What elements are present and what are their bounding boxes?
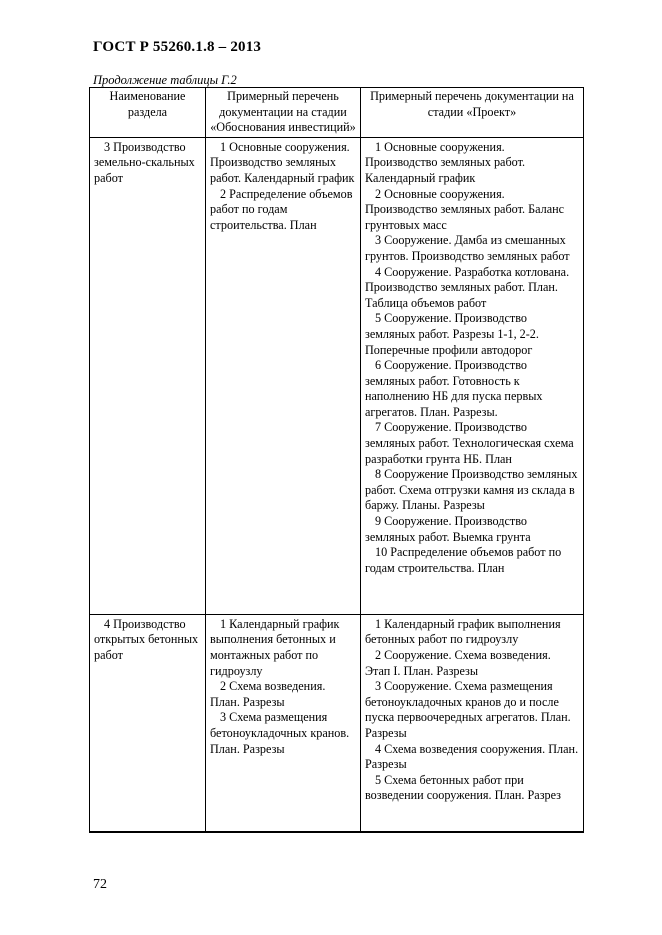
section-cell (90, 137, 206, 614)
list-item: 1 Календарный график выполнения бетонных и монтажных работ по гидроузлу (210, 616, 340, 678)
list-item: 10 Распределение объемов работ по годам строительства. План (365, 545, 562, 575)
table-caption: Продолжение таблицы Г.2 (93, 73, 237, 87)
list-item: 6 Сооружение. Производство земляных работ. Готовность к наполнению НБ для пуска первых агрегатов. План. Разрезы. (365, 358, 543, 419)
list-item: 4 Сооружение. Разработка котлована. Производство земляных работ. План. Таблица объемов работ (365, 264, 570, 310)
section-name: 3 Производство земельно-скальных работ (94, 139, 195, 185)
page-number: 72 (93, 877, 107, 892)
list-item: 7 Сооружение. Производство земляных работ. Технологическая схема разработки грунта НБ. План (365, 420, 574, 466)
investment-cell (206, 137, 361, 614)
list-item: 3 Сооружение. Дамба из смешанных грунтов. Производство земляных работ (365, 233, 570, 263)
table-header-row (90, 88, 584, 138)
list-item: 1 Основные сооружения. Производство земляных работ. Календарный график (365, 139, 526, 185)
section-cell (90, 614, 206, 832)
section-name: 4 Производство открытых бетонных работ (94, 616, 199, 662)
list-item: 3 Схема размещения бетоноукладочных кранов. План. Разрезы (210, 710, 350, 756)
list-item: 3 Сооружение. Схема размещения бетоноукладочных кранов до и после пуска первоочередных агрегатов. План. Разрезы (365, 679, 571, 740)
list-item: 8 Сооружение Производство земляных работ. Схема отгрузки камня из склада в баржу. Планы. Разрезы (365, 467, 578, 513)
column-header-investment: Примерный перечень документации на стадии «Обоснования инвестиций» (206, 88, 361, 138)
table-row (90, 137, 584, 614)
list-item: 2 Основные сооружения. Производство земляных работ. Баланс грунтовых масс (365, 186, 565, 232)
list-item: 1 Календарный график выполнения бетонных работ по гидроузлу (365, 616, 561, 647)
list-item: 9 Сооружение. Производство земляных работ. Выемка грунта (365, 514, 531, 544)
investment-cell (206, 614, 361, 832)
list-item: 4 Схема возведения сооружения. План. Разрезы (365, 741, 579, 772)
list-item: 1 Основные сооружения. Производство земляных работ. Календарный график (210, 139, 355, 185)
list-item: 2 Сооружение. Схема возведения. Этап I. План. Разрезы (365, 647, 551, 678)
list-item: 2 Распределение объемов работ по годам строительства. План (210, 186, 353, 232)
project-cell (361, 614, 584, 832)
project-cell (361, 137, 584, 614)
documentation-table (89, 87, 584, 833)
list-item: 5 Сооружение. Производство земляных работ. Разрезы 1-1, 2-2. Поперечные профили автодорог (365, 311, 539, 357)
column-header-project: Примерный перечень документации на стадии «Проект» (361, 88, 584, 138)
document-header: ГОСТ Р 55260.1.8 – 2013 (93, 39, 262, 55)
table-row (90, 614, 584, 832)
column-header-section: Наименование раздела (90, 88, 206, 138)
list-item: 5 Схема бетонных работ при возведении сооружения. План. Разрез (365, 772, 561, 803)
list-item: 2 Схема возведения. План. Разрезы (210, 679, 326, 709)
